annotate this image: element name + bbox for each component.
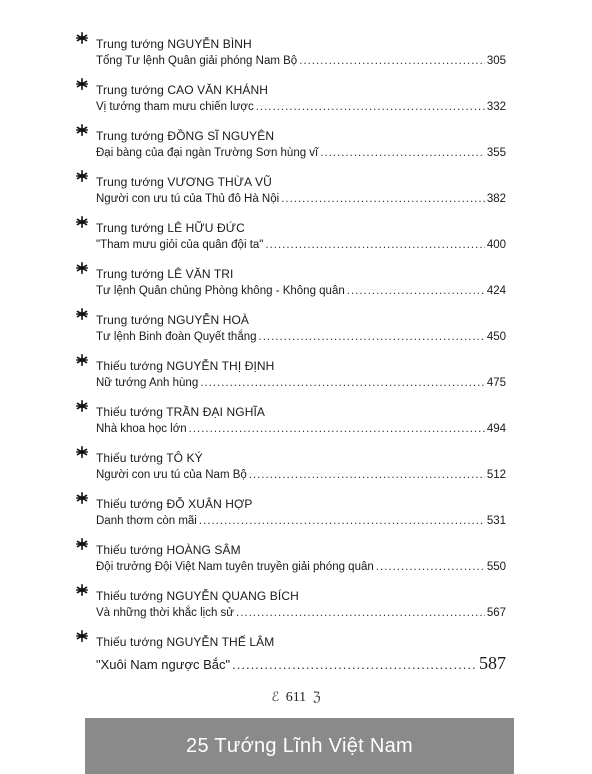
- toc-entry: [76, 78, 506, 124]
- entry-subtitle: "Tham mưu giỏi của quân đội ta": [96, 239, 264, 251]
- footer-banner: [85, 718, 514, 774]
- entry-line: [96, 331, 506, 343]
- toc-entry: [76, 124, 506, 170]
- dot-leader: [256, 101, 485, 113]
- asterisk-bullet-icon: [76, 446, 88, 458]
- toc-entry: [76, 492, 506, 538]
- entry-subtitle: Danh thơm còn mãi: [96, 515, 197, 527]
- toc-entry: [76, 262, 506, 308]
- entry-subtitle: Đại bàng của đại ngàn Trường Sơn hùng vĩ: [96, 147, 319, 159]
- entry-line: [96, 101, 506, 113]
- asterisk-bullet-icon: [76, 262, 88, 274]
- entry-subtitle: Người con ưu tú của Nam Bộ: [96, 469, 247, 481]
- entry-subtitle: Đội trưởng Đội Việt Nam tuyên truyền giải phóng quân: [96, 561, 374, 573]
- ornament-left-icon: ℰ: [271, 689, 280, 704]
- asterisk-bullet-icon: [76, 170, 88, 182]
- entry-page-number: 494: [486, 423, 506, 435]
- entry-subtitle: Nhà khoa học lớn: [96, 423, 187, 435]
- asterisk-bullet-icon: [76, 492, 88, 504]
- table-of-contents: [76, 32, 506, 676]
- asterisk-bullet-icon: [76, 32, 88, 44]
- entry-title: Thiếu tướng NGUYỄN THỊ ĐỊNH: [96, 359, 275, 373]
- entry-page-number: 400: [486, 239, 506, 251]
- entry-subtitle: Và những thời khắc lịch sử: [96, 607, 235, 619]
- dot-leader: [259, 331, 485, 343]
- entry-page-number: 382: [486, 193, 506, 205]
- entry-title: Thiếu tướng TRẦN ĐẠI NGHĨA: [96, 405, 265, 419]
- entry-line: [96, 469, 506, 481]
- entry-title: Trung tướng VƯƠNG THỪA VŨ: [96, 175, 272, 189]
- toc-entry: [76, 216, 506, 262]
- asterisk-bullet-icon: [76, 124, 88, 136]
- entry-page-number: 305: [486, 55, 506, 67]
- entry-page-number: 475: [486, 377, 506, 389]
- entry-line: [96, 55, 506, 67]
- entry-page-number: 512: [486, 469, 506, 481]
- entry-line: [96, 607, 506, 619]
- entry-subtitle: Người con ưu tú của Thủ đô Hà Nội: [96, 193, 280, 205]
- toc-entry: [76, 630, 506, 676]
- entry-title: Thiếu tướng NGUYỄN THẾ LÂM: [96, 635, 275, 649]
- asterisk-bullet-icon: [76, 78, 88, 90]
- entry-title: Thiếu tướng NGUYỄN QUANG BÍCH: [96, 589, 299, 603]
- entry-page-number: 587: [479, 653, 506, 673]
- entry-page-number: 531: [486, 515, 506, 527]
- asterisk-bullet-icon: [76, 538, 88, 550]
- dot-leader: [376, 561, 485, 573]
- entry-line: [96, 653, 506, 674]
- entry-title: Thiếu tướng HOÀNG SÂM: [96, 543, 241, 557]
- entry-line: [96, 147, 506, 159]
- entry-subtitle: Tư lệnh Quân chủng Phòng không - Không quân: [96, 285, 345, 297]
- entry-subtitle: Vị tướng tham mưu chiến lược: [96, 101, 254, 113]
- toc-entry: [76, 32, 506, 78]
- entry-line: [96, 515, 506, 527]
- asterisk-bullet-icon: [76, 630, 88, 642]
- dot-leader: [320, 147, 485, 159]
- asterisk-bullet-icon: [76, 354, 88, 366]
- entry-subtitle: "Xuôi Nam ngược Bắc": [96, 657, 231, 672]
- toc-entry: [76, 584, 506, 630]
- page-number-value: 611: [285, 690, 307, 705]
- dot-leader: [347, 285, 485, 297]
- dot-leader: [189, 423, 485, 435]
- asterisk-bullet-icon: [76, 400, 88, 412]
- entry-page-number: 450: [486, 331, 506, 343]
- entry-subtitle: Nữ tướng Anh hùng: [96, 377, 199, 389]
- ornament-right-icon: ℨ: [312, 689, 321, 704]
- entry-title: Trung tướng LÊ VĂN TRI: [96, 267, 234, 281]
- entry-title: Trung tướng ĐỒNG SĨ NGUYÊN: [96, 129, 275, 143]
- entry-page-number: 355: [486, 147, 506, 159]
- dot-leader: [265, 239, 484, 251]
- entry-subtitle: Tổng Tư lệnh Quân giải phóng Nam Bộ: [96, 55, 298, 67]
- entry-title: Trung tướng CAO VĂN KHÁNH: [96, 83, 269, 97]
- entry-title: Trung tướng NGUYỄN BÌNH: [96, 37, 252, 51]
- toc-entry: [76, 446, 506, 492]
- dot-leader: [281, 193, 485, 205]
- entry-line: [96, 377, 506, 389]
- asterisk-bullet-icon: [76, 216, 88, 228]
- entry-page-number: 567: [486, 607, 506, 619]
- page-number: [0, 689, 592, 706]
- dot-leader: [236, 607, 485, 619]
- entry-line: [96, 239, 506, 251]
- entry-page-number: 424: [486, 285, 506, 297]
- entry-title: Trung tướng NGUYỄN HOÀ: [96, 313, 250, 327]
- toc-entry: [76, 170, 506, 216]
- footer-title: 25 Tướng Lĩnh Việt Nam: [186, 734, 413, 757]
- dot-leader: [232, 657, 477, 672]
- asterisk-bullet-icon: [76, 308, 88, 320]
- entry-page-number: 550: [486, 561, 506, 573]
- entry-page-number: 332: [486, 101, 506, 113]
- toc-entry: [76, 400, 506, 446]
- entry-subtitle: Tư lệnh Binh đoàn Quyết thắng: [96, 331, 257, 343]
- toc-entry: [76, 538, 506, 584]
- entry-title: Thiếu tướng TÔ KÝ: [96, 451, 203, 465]
- dot-leader: [199, 515, 485, 527]
- entry-line: [96, 561, 506, 573]
- dot-leader: [299, 55, 485, 67]
- toc-entry: [76, 308, 506, 354]
- entry-line: [96, 193, 506, 205]
- entry-line: [96, 285, 506, 297]
- entry-line: [96, 423, 506, 435]
- entry-title: Trung tướng LÊ HỮU ĐỨC: [96, 221, 245, 235]
- toc-entry: [76, 354, 506, 400]
- asterisk-bullet-icon: [76, 584, 88, 596]
- dot-leader: [249, 469, 485, 481]
- dot-leader: [200, 377, 485, 389]
- entry-title: Thiếu tướng ĐỖ XUÂN HỢP: [96, 497, 253, 511]
